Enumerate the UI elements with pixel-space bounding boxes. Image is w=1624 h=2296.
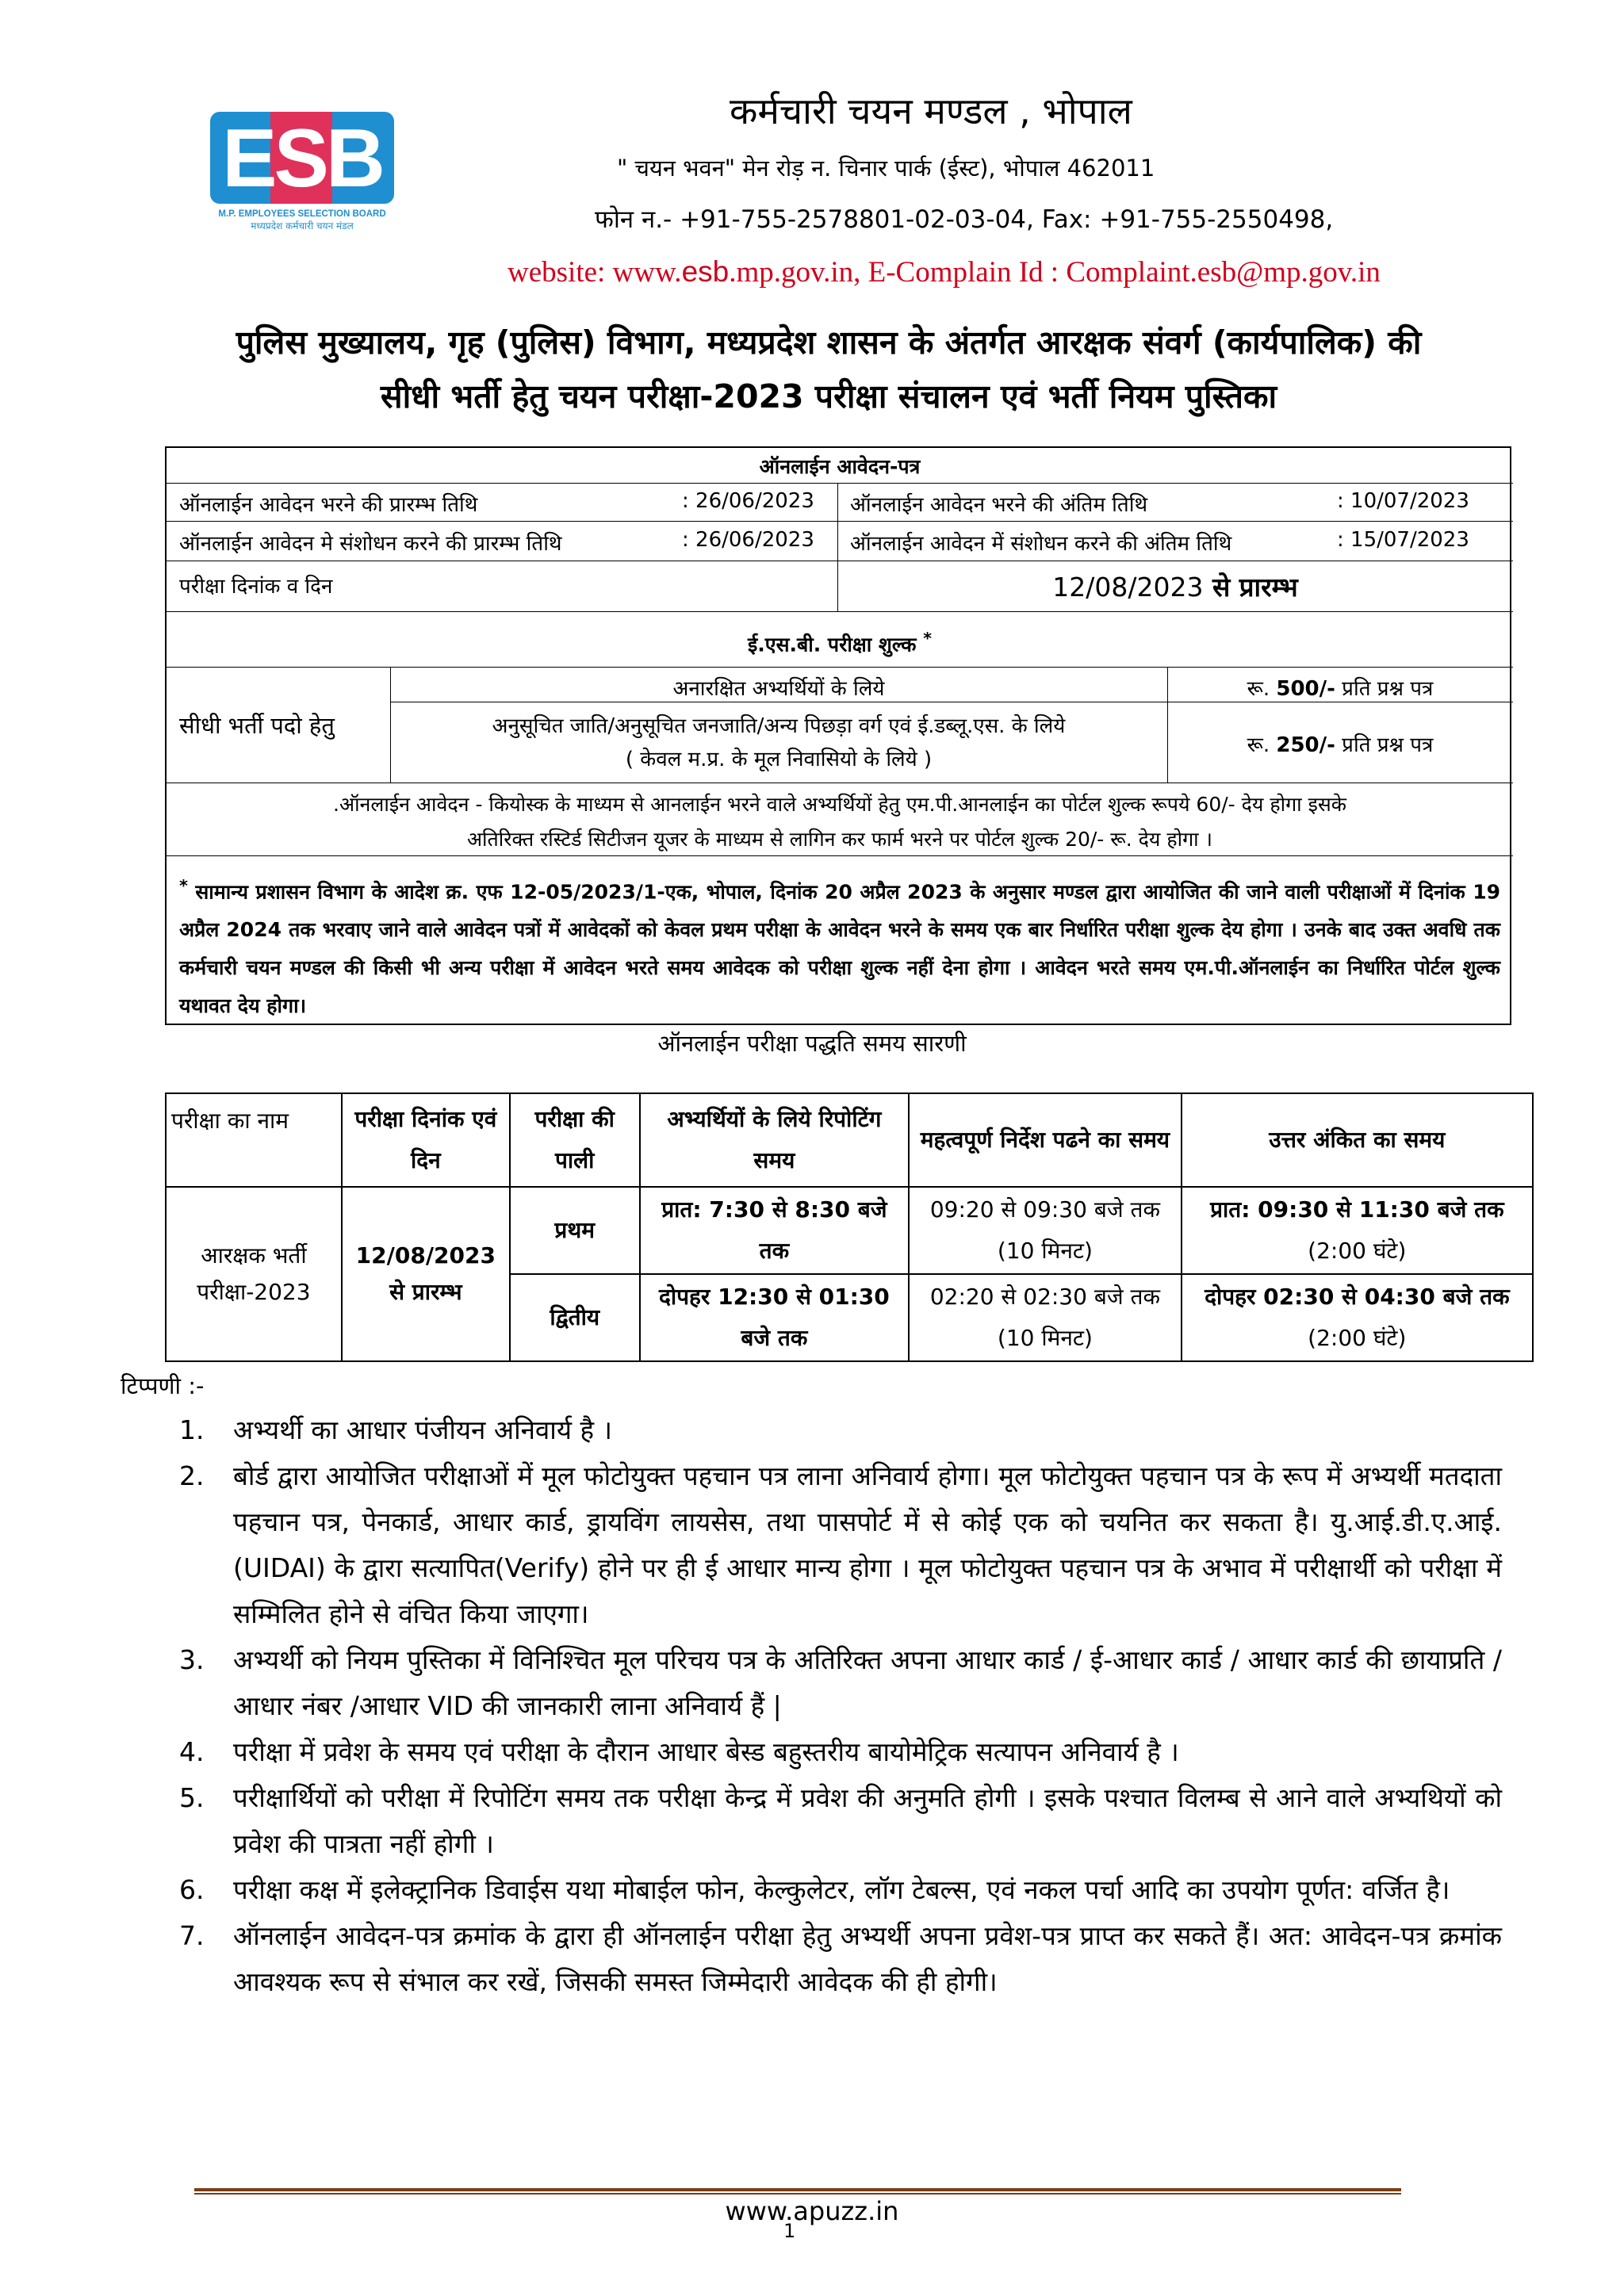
exam-date-cell [342, 1187, 510, 1361]
exam-date-value [837, 568, 1513, 604]
esb-logo-icon [202, 107, 400, 234]
reserved-label-2: ( केवल म.प्र. के मूल निवासियो के लिये ) [625, 748, 933, 771]
note-text: परीक्षार्थियों को परीक्षा में रिपोटिंग समय तक परीक्षा केन्द्र में प्रवेश की अनुमति होगी । इसके पश्चात विलम्ब से आने वाले अभ्यथियों को प्रवेश की पात्रता नहीं होगी । [233, 1782, 1502, 1859]
note-number: 2. [179, 1460, 205, 1491]
page-number: 1 [783, 2220, 796, 2242]
instruction-duration: (10 मिनट) [997, 1238, 1093, 1264]
portal-note-1: .ऑनलाईन आवेदन - कियोस्क के माध्यम से आनलाईन भरने वाले अभ्यर्थियों हेतु एम.पी.आनलाईन का पोर्टल शुल्क रूपये 60/- देय होगा इसके [333, 793, 1346, 816]
reserved-label-1: अनुसूचित जाति/अनुसूचित जनजाति/अन्य पिछड़ा वर्ग एवं ई.डब्लू.एस. के लिये [492, 714, 1066, 738]
end-date-value: : 10/07/2023 [1337, 489, 1469, 513]
fee-prefix: रू. [1247, 733, 1277, 757]
note-number: 4. [179, 1736, 205, 1767]
header-reporting-time: अभ्यर्थियों के लिये रिपोटिंग समय [640, 1093, 910, 1187]
start-date-value: : 26/06/2023 [682, 489, 814, 513]
fee-heading [167, 629, 1513, 657]
direct-posts-label: सीधी भर्ती पदो हेतु [179, 712, 335, 739]
unreserved-fee [1167, 673, 1513, 702]
org-website[interactable] [508, 255, 1381, 289]
list-item [173, 1775, 1502, 1867]
answer-time: प्रात: 09:30 से 11:30 बजे तक [1210, 1196, 1504, 1223]
logo-caption-en: M.P. EMPLOYEES SELECTION BOARD [218, 209, 386, 219]
exam-date-suffix: से प्रारम्भ [1203, 572, 1298, 603]
notice-text: सामान्य प्रशासन विभाग के आदेश क्र. एफ 12-05/2023/1-एक, भोपाल, दिनांक 20 अप्रैल 2023 के अनुसार मण्डल द्वारा आयोजित की जाने वाली परीक्षाओं में दिनांक 19 अप्रैल 2024 तक भरवाए जाने वाले आवेदन पत्रों में आवेदकों को केवल प्रथम परीक्षा के आवेदन भरने के समय एक बार निर्धारित परीक्षा शुल्क देय होगा । उनके बाद उक्त अवधि तक कर्मचारी चयन मण्डल की किसी भी अन्य परीक्षा में आवेदन भरते समय आवेदक को परीक्षा शुल्क नहीं देना होगा । आवेदन भरते समय एम.पी.ऑनलाईन का निर्धारित पोर्टल शुल्क यथावत देय होगा। [179, 880, 1500, 1018]
answer-duration: (2:00 घंटे) [1308, 1238, 1407, 1264]
list-item [173, 1637, 1502, 1729]
answer-time-cell [1182, 1274, 1533, 1361]
instruction-time: 02:20 से 02:30 बजे तक [929, 1284, 1160, 1310]
header-exam-name: परीक्षा का नाम [166, 1093, 342, 1187]
note-text: परीक्षा कक्ष में इलेक्ट्रानिक डिवाईस यथा मोबाईल फोन, केल्कुलेटर, लॉग टेबल्स, एवं नकल पर्चा आदि का उपयोग पूर्णत: वर्जित है। [233, 1874, 1450, 1905]
note-number: 3. [179, 1644, 205, 1675]
exam-date-label: परीक्षा दिनांक व दिन [179, 575, 333, 599]
fee-amount: 500/- [1276, 677, 1335, 701]
list-item [173, 1407, 1502, 1453]
shift-cell: द्वितीय [510, 1274, 640, 1361]
header-answer-time: उत्तर अंकित का समय [1182, 1093, 1533, 1187]
schedule-caption: ऑनलाईन परीक्षा पद्धति समय सारणी [657, 1030, 967, 1057]
fee-suffix: प्रति प्रश्न पत्र [1335, 733, 1434, 757]
edit-start-value: : 26/06/2023 [682, 528, 814, 552]
org-phone: फोन न.- +91-755-2578801-02-03-04, Fax: +91-755-2550498, [595, 205, 1334, 234]
reserved-fee [1167, 729, 1513, 758]
web-rest: .mp.gov.in, E-Complain Id : Complaint.esb@mp.gov.in [729, 256, 1381, 289]
org-address: " चयन भवन" मेन रोड़ न. चिनार पार्क (ईस्ट), भोपाल 462011 [617, 155, 1155, 182]
portal-note-2: अतिरिक्त रस्टिर्ड सिटीजन यूजर के माध्यम से लागिन कर फार्म भरने पर पोर्टल शुल्क 20/- रू. देय होगा । [466, 828, 1213, 851]
web-label: website: www. [508, 256, 682, 289]
notes-list [173, 1407, 1502, 2005]
edit-end-label: ऑनलाईन आवेदन में संशोधन करने की अंतिम तिथि [850, 532, 1232, 556]
instruction-time-cell [909, 1187, 1182, 1274]
web-bold: esb [681, 255, 730, 288]
note-text: अभ्यर्थी का आधार पंजीयन अनिवार्य है । [233, 1414, 612, 1445]
unreserved-label: अनारक्षित अभ्यर्थियों के लिये [672, 677, 885, 701]
list-item [173, 1729, 1502, 1775]
fee-heading-text: ई.एस.बी. परीक्षा शुल्क [747, 633, 917, 656]
header-shift: परीक्षा की पाली [510, 1093, 640, 1187]
rule [167, 611, 1513, 612]
note-number: 5. [179, 1782, 205, 1813]
answer-duration: (2:00 घंटे) [1308, 1325, 1407, 1351]
fee-exemption-notice [179, 867, 1500, 1025]
note-number: 6. [179, 1874, 205, 1905]
org-name: कर्मचारी चयन मण्डल , भोपाल [730, 90, 1132, 132]
note-text: परीक्षा में प्रवेश के समय एवं परीक्षा के दौरान आधार बेस्ड बहुस्तरीय बायोमेट्रिक सत्यापन अनिवार्य है । [233, 1736, 1179, 1767]
instruction-time-cell [909, 1274, 1182, 1361]
shift-cell: प्रथम [510, 1187, 640, 1274]
note-number: 1. [179, 1414, 205, 1445]
exam-date-suffix: से प्रारम्भ [389, 1279, 462, 1305]
list-item [173, 1453, 1502, 1637]
header-exam-date: परीक्षा दिनांक एवं दिन [342, 1093, 510, 1187]
rule [167, 483, 1513, 484]
rule [167, 667, 1513, 668]
edit-end-value: : 15/07/2023 [1337, 528, 1469, 552]
reporting-time-cell: दोपहर 12:30 से 01:30 बजे तक [640, 1274, 910, 1361]
rule [167, 521, 1513, 522]
note-number: 7. [179, 1920, 205, 1951]
note-text: बोर्ड द्वारा आयोजित परीक्षाओं में मूल फोटोयुक्त पहचान पत्र लाना अनिवार्य होगा। मूल फोटोयुक्त पहचान पत्र के रूप में अभ्यर्थी मतदाता पहचान पत्र, पेनकार्ड, आधार कार्ड, ड्रायविंग लायसेस, तथा पासपोर्ट में से कोई एक को चयनित कर सकता है। यु.आई.डी.ए.आई.(UIDAI) के द्वारा सत्यापित(Verify) होने पर ही ई आधार मान्य होगा । मूल फोटोयुक्त पहचान पत्र के अभाव में परीक्षार्थी को परीक्षा में सम्मिलित होने से वंचित किया जाएगा। [233, 1460, 1502, 1629]
notice-star: * [179, 876, 188, 895]
start-date-label: ऑनलाईन आवेदन भरने की प्रारम्भ तिथि [179, 493, 478, 517]
exam-schedule-table [165, 1093, 1534, 1362]
exam-name: आरक्षक भर्ती परीक्षा-2023 [166, 1187, 342, 1361]
esb-logo [202, 107, 400, 234]
notes-heading: टिप्पणी :- [121, 1372, 205, 1399]
answer-time-cell [1182, 1187, 1533, 1274]
title-line-2: सीधी भर्ती हेतु चयन परीक्षा-2023 परीक्षा संचालन एवं भर्ती नियम पुस्तिका [380, 377, 1277, 415]
reserved-label [390, 710, 1167, 776]
main-title [159, 316, 1499, 423]
edit-start-label: ऑनलाईन आवेदन मे संशोधन करने की प्रारम्भ तिथि [179, 532, 562, 556]
title-line-1: पुलिस मुख्यालय, गृह (पुलिस) विभाग, मध्यप्रदेश शासन के अंतर्गत आरक्षक संवर्ग (कार्यपालिक) की [236, 323, 1422, 362]
footer-rule [194, 2188, 1401, 2195]
application-info-box [165, 446, 1511, 1025]
online-form-heading: ऑनलाईन आवेदन-पत्र [759, 455, 921, 478]
footer-website[interactable]: www.apuzz.in [725, 2196, 899, 2226]
exam-date: 12/08/2023 [1052, 572, 1204, 603]
instruction-duration: (10 मिनट) [997, 1325, 1093, 1351]
instruction-time: 09:20 से 09:30 बजे तक [929, 1196, 1160, 1223]
logo-text: ESB [222, 113, 382, 205]
fee-prefix: रू. [1247, 677, 1277, 701]
fee-amount: 250/- [1276, 733, 1335, 757]
fee-star: * [923, 629, 933, 648]
exam-date: 12/08/2023 [355, 1242, 496, 1269]
list-item [173, 1867, 1502, 1913]
note-text: अभ्यर्थी को नियम पुस्तिका में विनिश्चित मूल परिचय पत्र के अतिरिक्त अपना आधार कार्ड / ई-आधार कार्ड / आधार कार्ड की छायाप्रति /आधार नंबर /आधार VID की जानकारी लाना अनिवार्य हैं | [233, 1644, 1502, 1721]
answer-time: दोपहर 02:30 से 04:30 बजे तक [1205, 1284, 1510, 1310]
table-row [166, 1187, 1533, 1274]
note-text: ऑनलाईन आवेदन-पत्र क्रमांक के द्वारा ही ऑनलाईन परीक्षा हेतु अभ्यर्थी अपना प्रवेश-पत्र प्राप्त कर सकते हैं। अत: आवेदन-पत्र क्रमांक आवश्यक रूप से संभाल कर रखें, जिसकी समस्त जिम्मेदारी आवेदक की ही होगी। [233, 1920, 1502, 1997]
end-date-label: ऑनलाईन आवेदन भरने की अंतिम तिथि [850, 493, 1148, 517]
fee-suffix: प्रति प्रश्न पत्र [1335, 677, 1434, 701]
list-item [173, 1913, 1502, 2005]
table-header-row [166, 1093, 1533, 1187]
reporting-time-cell: प्रात: 7:30 से 8:30 बजे तक [640, 1187, 910, 1274]
header-instruction-time: महत्वपूर्ण निर्देश पढने का समय [909, 1093, 1182, 1187]
logo-caption-hi: मध्यप्रदेश कर्मचारी चयन मंडल [251, 220, 354, 232]
portal-fee-note [167, 787, 1513, 857]
